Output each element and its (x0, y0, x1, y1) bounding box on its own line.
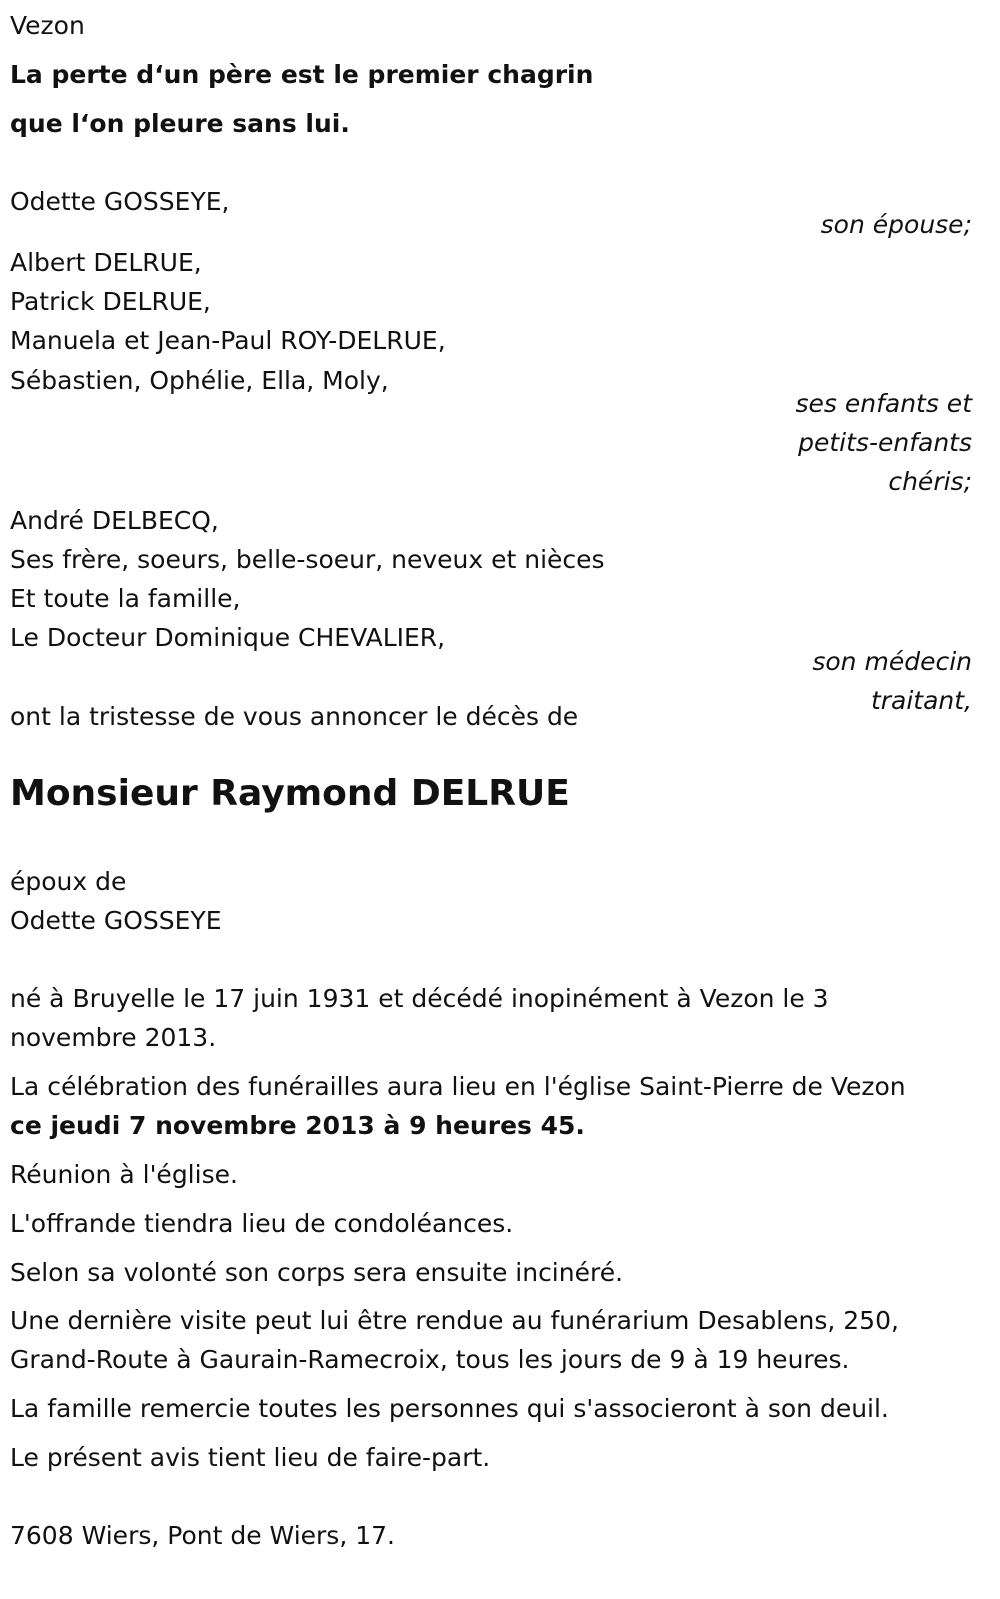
place: Vezon (10, 11, 85, 40)
doctor-role-2: traitant, (870, 686, 972, 715)
funeral-date: ce jeudi 7 novembre 2013 à 9 heures 45. (10, 1111, 585, 1140)
children-role-3: chéris; (888, 467, 972, 496)
visit-line-2: Grand-Route à Gaurain-Ramecroix, tous les jours de 9 à 19 heures. (10, 1345, 850, 1374)
cremation-info: Selon sa volonté son corps sera ensuite incinéré. (10, 1258, 624, 1287)
spouse-of-name: Odette GOSSEYE (10, 906, 222, 935)
thanks: La famille remercie toutes les personnes qui s'associeront à son deuil. (10, 1394, 889, 1423)
birth-death-line-1: né à Bruyelle le 17 juin 1931 et décédé inopinément à Vezon le 3 (10, 984, 829, 1013)
visit-line-1: Une dernière visite peut lui être rendue au funérarium Desablens, 250, (10, 1306, 899, 1335)
grandchildren: Sébastien, Ophélie, Ella, Moly, (10, 366, 389, 395)
children-role-1: ses enfants et (795, 389, 972, 418)
doctor-name: Le Docteur Dominique CHEVALIER, (10, 623, 446, 652)
funeral-info: La célébration des funérailles aura lieu en l'église Saint-Pierre de Vezon (10, 1072, 906, 1101)
deceased-name: Monsieur Raymond DELRUE (10, 773, 570, 814)
other-family-3: Et toute la famille, (10, 584, 241, 613)
notice: Le présent avis tient lieu de faire-part. (10, 1443, 491, 1472)
offering-info: L'offrande tiendra lieu de condoléances. (10, 1209, 514, 1238)
spouse-of-label: époux de (10, 867, 127, 896)
other-family-1: André DELBECQ, (10, 506, 219, 535)
children-role-2: petits-enfants (798, 428, 972, 457)
announcement: ont la tristesse de vous annoncer le décès de (10, 702, 579, 731)
birth-death-line-2: novembre 2013. (10, 1023, 217, 1052)
doctor-role-1: son médecin (812, 647, 972, 676)
child-1: Albert DELRUE, (10, 248, 202, 277)
child-2: Patrick DELRUE, (10, 287, 211, 316)
quote-line-1: La perte d‘un père est le premier chagrin (10, 60, 594, 89)
child-3: Manuela et Jean-Paul ROY-DELRUE, (10, 326, 446, 355)
spouse-name: Odette GOSSEYE, (10, 187, 230, 216)
quote-line-2: que l‘on pleure sans lui. (10, 109, 350, 138)
address: 7608 Wiers, Pont de Wiers, 17. (10, 1521, 395, 1550)
meeting-info: Réunion à l'église. (10, 1160, 238, 1189)
other-family-2: Ses frère, soeurs, belle-soeur, neveux et nièces (10, 545, 605, 574)
spouse-role: son épouse; (820, 210, 972, 239)
